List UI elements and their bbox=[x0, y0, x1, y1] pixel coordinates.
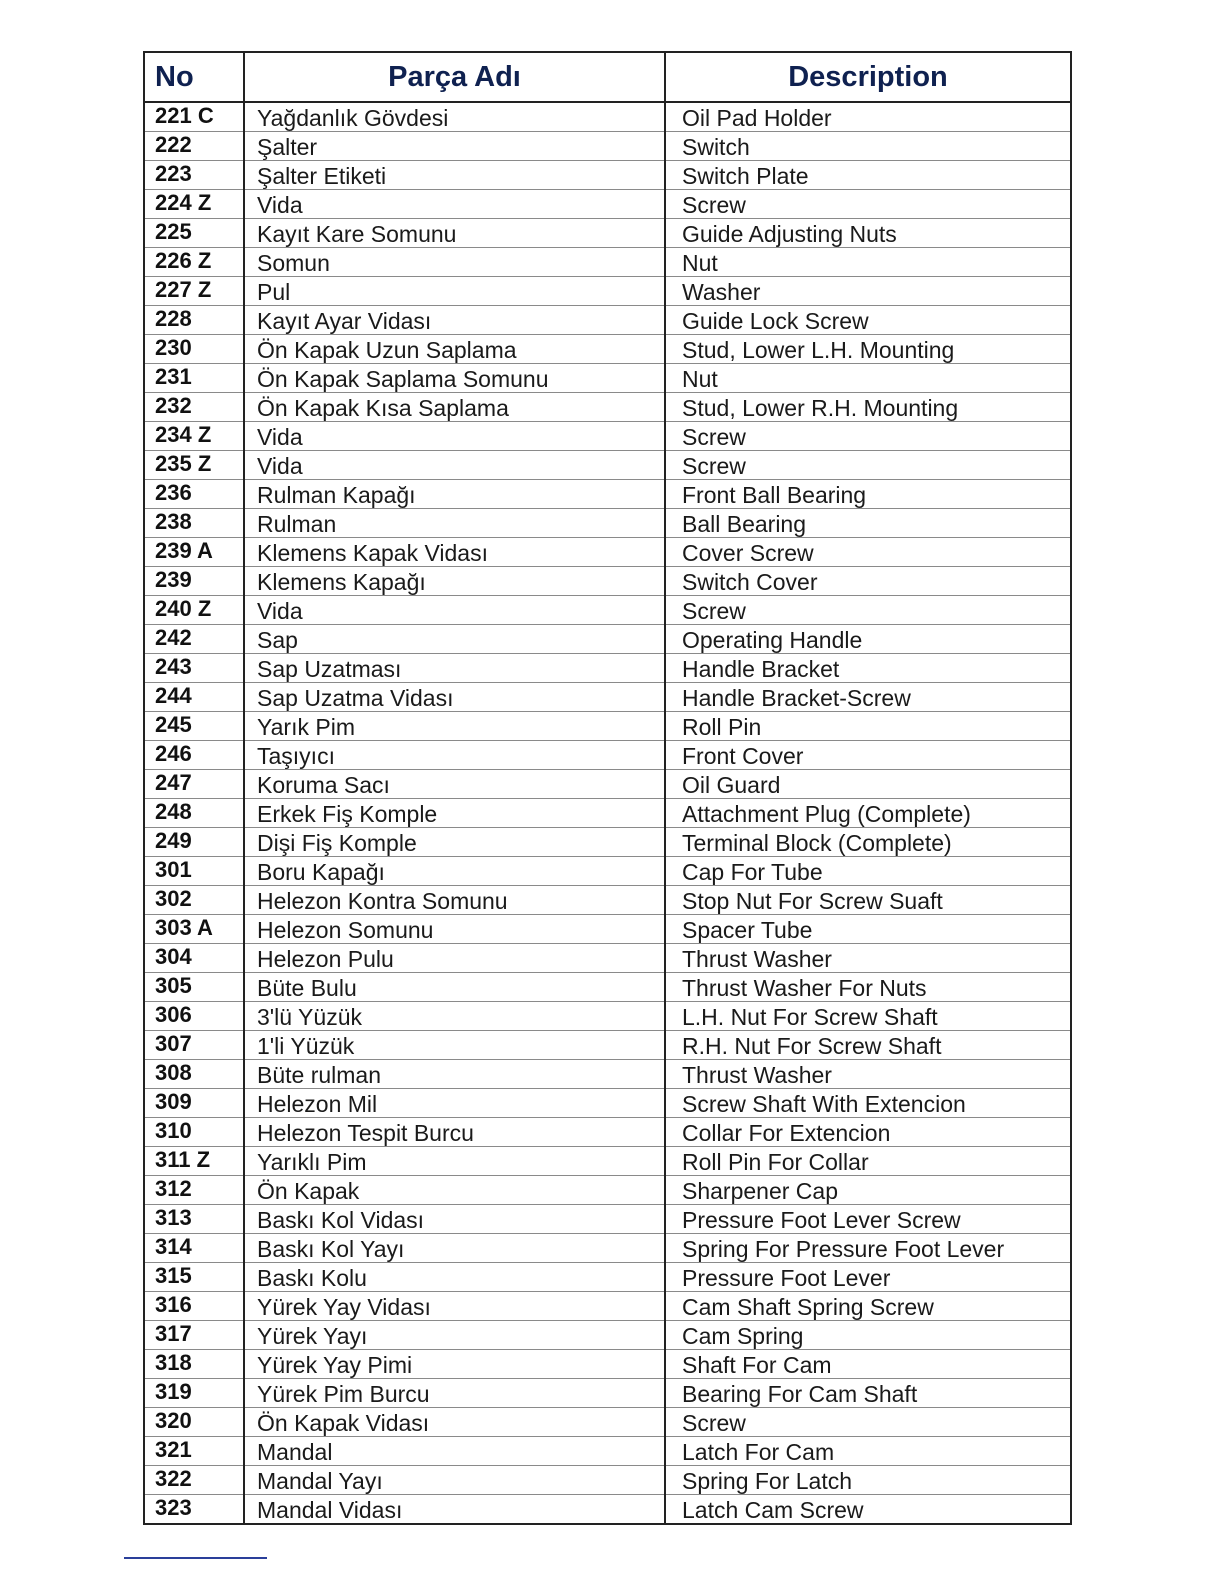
part-number-cell: 318 bbox=[144, 1350, 244, 1379]
part-number-cell: 316 bbox=[144, 1292, 244, 1321]
part-name-cell: Mandal Yayı bbox=[244, 1466, 665, 1495]
part-number-cell: 231 bbox=[144, 364, 244, 393]
header-no: No bbox=[144, 52, 244, 102]
part-number-cell: 242 bbox=[144, 625, 244, 654]
part-name-cell: Baskı Kol Vidası bbox=[244, 1205, 665, 1234]
description-cell: Switch Plate bbox=[665, 161, 1071, 190]
description-cell: Operating Handle bbox=[665, 625, 1071, 654]
part-name-cell: 3'lü Yüzük bbox=[244, 1002, 665, 1031]
description-cell: Screw bbox=[665, 422, 1071, 451]
part-number-cell: 225 bbox=[144, 219, 244, 248]
table-row bbox=[144, 1321, 1071, 1350]
description-cell: Thrust Washer bbox=[665, 944, 1071, 973]
part-name-cell: Yürek Yay Pimi bbox=[244, 1350, 665, 1379]
description-cell: Cam Spring bbox=[665, 1321, 1071, 1350]
part-number-cell: 221 C bbox=[144, 102, 244, 132]
description-cell: Stud, Lower R.H. Mounting bbox=[665, 393, 1071, 422]
part-number-cell: 315 bbox=[144, 1263, 244, 1292]
part-number-cell: 240 Z bbox=[144, 596, 244, 625]
table-row bbox=[144, 1379, 1071, 1408]
table-row bbox=[144, 973, 1071, 1002]
table-row bbox=[144, 1495, 1071, 1525]
part-name-cell: Ön Kapak bbox=[244, 1176, 665, 1205]
part-number-cell: 230 bbox=[144, 335, 244, 364]
description-cell: Screw bbox=[665, 596, 1071, 625]
parts-table-body bbox=[144, 102, 1071, 1524]
table-row bbox=[144, 1234, 1071, 1263]
description-cell: Nut bbox=[665, 364, 1071, 393]
part-number-cell: 236 bbox=[144, 480, 244, 509]
table-row bbox=[144, 422, 1071, 451]
table-row bbox=[144, 248, 1071, 277]
part-number-cell: 310 bbox=[144, 1118, 244, 1147]
part-name-cell: Yürek Pim Burcu bbox=[244, 1379, 665, 1408]
part-number-cell: 227 Z bbox=[144, 277, 244, 306]
description-cell: Front Cover bbox=[665, 741, 1071, 770]
part-name-cell: Baskı Kolu bbox=[244, 1263, 665, 1292]
part-name-cell: Somun bbox=[244, 248, 665, 277]
part-name-cell: Sap bbox=[244, 625, 665, 654]
description-cell: Thrust Washer For Nuts bbox=[665, 973, 1071, 1002]
part-number-cell: 321 bbox=[144, 1437, 244, 1466]
part-number-cell: 308 bbox=[144, 1060, 244, 1089]
table-row bbox=[144, 625, 1071, 654]
part-number-cell: 309 bbox=[144, 1089, 244, 1118]
part-name-cell: Ön Kapak Kısa Saplama bbox=[244, 393, 665, 422]
part-number-cell: 239 bbox=[144, 567, 244, 596]
table-row bbox=[144, 1002, 1071, 1031]
description-cell: Latch Cam Screw bbox=[665, 1495, 1071, 1525]
footer-rule bbox=[124, 1557, 267, 1559]
description-cell: Latch For Cam bbox=[665, 1437, 1071, 1466]
table-row bbox=[144, 741, 1071, 770]
part-number-cell: 302 bbox=[144, 886, 244, 915]
description-cell: Collar For Extencion bbox=[665, 1118, 1071, 1147]
part-name-cell: Vida bbox=[244, 451, 665, 480]
part-number-cell: 312 bbox=[144, 1176, 244, 1205]
part-name-cell: Helezon Pulu bbox=[244, 944, 665, 973]
part-name-cell: Büte Bulu bbox=[244, 973, 665, 1002]
part-number-cell: 248 bbox=[144, 799, 244, 828]
part-name-cell: Yürek Yay Vidası bbox=[244, 1292, 665, 1321]
table-row bbox=[144, 596, 1071, 625]
description-cell: L.H. Nut For Screw Shaft bbox=[665, 1002, 1071, 1031]
description-cell: Spring For Pressure Foot Lever bbox=[665, 1234, 1071, 1263]
part-number-cell: 224 Z bbox=[144, 190, 244, 219]
part-name-cell: Dişi Fiş Komple bbox=[244, 828, 665, 857]
table-row bbox=[144, 364, 1071, 393]
part-name-cell: Ön Kapak Vidası bbox=[244, 1408, 665, 1437]
part-name-cell: Yağdanlık Gövdesi bbox=[244, 102, 665, 132]
table-row bbox=[144, 538, 1071, 567]
part-number-cell: 234 Z bbox=[144, 422, 244, 451]
description-cell: Cap For Tube bbox=[665, 857, 1071, 886]
part-name-cell: Rulman Kapağı bbox=[244, 480, 665, 509]
description-cell: Sharpener Cap bbox=[665, 1176, 1071, 1205]
description-cell: Roll Pin For Collar bbox=[665, 1147, 1071, 1176]
part-number-cell: 323 bbox=[144, 1495, 244, 1525]
description-cell: Cover Screw bbox=[665, 538, 1071, 567]
part-name-cell: Vida bbox=[244, 422, 665, 451]
part-number-cell: 228 bbox=[144, 306, 244, 335]
part-name-cell: Şalter bbox=[244, 132, 665, 161]
part-number-cell: 232 bbox=[144, 393, 244, 422]
description-cell: Spring For Latch bbox=[665, 1466, 1071, 1495]
description-cell: Terminal Block (Complete) bbox=[665, 828, 1071, 857]
part-name-cell: Taşıyıcı bbox=[244, 741, 665, 770]
header-row bbox=[144, 52, 1071, 102]
table-row bbox=[144, 190, 1071, 219]
table-row bbox=[144, 712, 1071, 741]
description-cell: Front Ball Bearing bbox=[665, 480, 1071, 509]
header-part-name: Parça Adı bbox=[244, 52, 665, 102]
part-number-cell: 317 bbox=[144, 1321, 244, 1350]
description-cell: Screw bbox=[665, 1408, 1071, 1437]
part-number-cell: 222 bbox=[144, 132, 244, 161]
part-name-cell: Helezon Tespit Burcu bbox=[244, 1118, 665, 1147]
description-cell: Pressure Foot Lever bbox=[665, 1263, 1071, 1292]
part-name-cell: Vida bbox=[244, 190, 665, 219]
part-name-cell: Pul bbox=[244, 277, 665, 306]
table-row bbox=[144, 567, 1071, 596]
part-number-cell: 313 bbox=[144, 1205, 244, 1234]
part-name-cell: Helezon Mil bbox=[244, 1089, 665, 1118]
part-number-cell: 247 bbox=[144, 770, 244, 799]
description-cell: Attachment Plug (Complete) bbox=[665, 799, 1071, 828]
description-cell: Pressure Foot Lever Screw bbox=[665, 1205, 1071, 1234]
table-row bbox=[144, 1118, 1071, 1147]
part-name-cell: Helezon Kontra Somunu bbox=[244, 886, 665, 915]
description-cell: Roll Pin bbox=[665, 712, 1071, 741]
part-number-cell: 301 bbox=[144, 857, 244, 886]
part-number-cell: 238 bbox=[144, 509, 244, 538]
table-row bbox=[144, 1060, 1071, 1089]
part-number-cell: 239 A bbox=[144, 538, 244, 567]
description-cell: Guide Lock Screw bbox=[665, 306, 1071, 335]
part-name-cell: Sap Uzatması bbox=[244, 654, 665, 683]
table-row bbox=[144, 683, 1071, 712]
part-number-cell: 307 bbox=[144, 1031, 244, 1060]
description-cell: Screw Shaft With Extencion bbox=[665, 1089, 1071, 1118]
table-row bbox=[144, 1350, 1071, 1379]
part-number-cell: 306 bbox=[144, 1002, 244, 1031]
table-row bbox=[144, 219, 1071, 248]
part-number-cell: 245 bbox=[144, 712, 244, 741]
description-cell: Switch Cover bbox=[665, 567, 1071, 596]
part-number-cell: 314 bbox=[144, 1234, 244, 1263]
description-cell: Spacer Tube bbox=[665, 915, 1071, 944]
table-row bbox=[144, 161, 1071, 190]
part-name-cell: Rulman bbox=[244, 509, 665, 538]
table-row bbox=[144, 1466, 1071, 1495]
description-cell: Handle Bracket bbox=[665, 654, 1071, 683]
part-name-cell: Kayıt Ayar Vidası bbox=[244, 306, 665, 335]
part-name-cell: Koruma Sacı bbox=[244, 770, 665, 799]
description-cell: Washer bbox=[665, 277, 1071, 306]
table-row bbox=[144, 915, 1071, 944]
table-row bbox=[144, 828, 1071, 857]
part-number-cell: 223 bbox=[144, 161, 244, 190]
description-cell: Bearing For Cam Shaft bbox=[665, 1379, 1071, 1408]
part-name-cell: Ön Kapak Uzun Saplama bbox=[244, 335, 665, 364]
part-number-cell: 322 bbox=[144, 1466, 244, 1495]
part-number-cell: 226 Z bbox=[144, 248, 244, 277]
part-name-cell: Yarıklı Pim bbox=[244, 1147, 665, 1176]
table-row bbox=[144, 1408, 1071, 1437]
header-description: Description bbox=[665, 52, 1071, 102]
part-number-cell: 304 bbox=[144, 944, 244, 973]
table-row bbox=[144, 654, 1071, 683]
description-cell: Screw bbox=[665, 451, 1071, 480]
part-name-cell: Vida bbox=[244, 596, 665, 625]
part-name-cell: Yürek Yayı bbox=[244, 1321, 665, 1350]
table-row bbox=[144, 335, 1071, 364]
table-row bbox=[144, 480, 1071, 509]
part-number-cell: 244 bbox=[144, 683, 244, 712]
table-row bbox=[144, 770, 1071, 799]
part-name-cell: Boru Kapağı bbox=[244, 857, 665, 886]
part-name-cell: Baskı Kol Yayı bbox=[244, 1234, 665, 1263]
description-cell: Shaft For Cam bbox=[665, 1350, 1071, 1379]
part-number-cell: 320 bbox=[144, 1408, 244, 1437]
part-number-cell: 311 Z bbox=[144, 1147, 244, 1176]
table-row bbox=[144, 886, 1071, 915]
description-cell: Switch bbox=[665, 132, 1071, 161]
description-cell: Oil Pad Holder bbox=[665, 102, 1071, 132]
description-cell: Oil Guard bbox=[665, 770, 1071, 799]
table-row bbox=[144, 857, 1071, 886]
table-row bbox=[144, 306, 1071, 335]
part-number-cell: 235 Z bbox=[144, 451, 244, 480]
description-cell: Cam Shaft Spring Screw bbox=[665, 1292, 1071, 1321]
table-row bbox=[144, 1437, 1071, 1466]
part-name-cell: Klemens Kapağı bbox=[244, 567, 665, 596]
table-row bbox=[144, 1292, 1071, 1321]
part-number-cell: 319 bbox=[144, 1379, 244, 1408]
description-cell: Thrust Washer bbox=[665, 1060, 1071, 1089]
table-row bbox=[144, 1147, 1071, 1176]
parts-table bbox=[143, 51, 1072, 1525]
part-name-cell: 1'li Yüzük bbox=[244, 1031, 665, 1060]
table-row bbox=[144, 393, 1071, 422]
table-row bbox=[144, 277, 1071, 306]
table-row bbox=[144, 944, 1071, 973]
part-name-cell: Şalter Etiketi bbox=[244, 161, 665, 190]
description-cell: Stop Nut For Screw Suaft bbox=[665, 886, 1071, 915]
part-number-cell: 246 bbox=[144, 741, 244, 770]
description-cell: Screw bbox=[665, 190, 1071, 219]
description-cell: R.H. Nut For Screw Shaft bbox=[665, 1031, 1071, 1060]
part-number-cell: 243 bbox=[144, 654, 244, 683]
description-cell: Ball Bearing bbox=[665, 509, 1071, 538]
table-row bbox=[144, 1031, 1071, 1060]
part-name-cell: Mandal Vidası bbox=[244, 1495, 665, 1525]
part-name-cell: Mandal bbox=[244, 1437, 665, 1466]
table-row bbox=[144, 1205, 1071, 1234]
part-name-cell: Yarık Pim bbox=[244, 712, 665, 741]
table-row bbox=[144, 799, 1071, 828]
parts-table-header bbox=[144, 52, 1071, 102]
table-row bbox=[144, 509, 1071, 538]
description-cell: Handle Bracket-Screw bbox=[665, 683, 1071, 712]
table-row bbox=[144, 1263, 1071, 1292]
part-number-cell: 249 bbox=[144, 828, 244, 857]
description-cell: Stud, Lower L.H. Mounting bbox=[665, 335, 1071, 364]
part-name-cell: Kayıt Kare Somunu bbox=[244, 219, 665, 248]
table-row bbox=[144, 102, 1071, 132]
table-row bbox=[144, 132, 1071, 161]
part-number-cell: 305 bbox=[144, 973, 244, 1002]
part-name-cell: Klemens Kapak Vidası bbox=[244, 538, 665, 567]
description-cell: Nut bbox=[665, 248, 1071, 277]
part-name-cell: Ön Kapak Saplama Somunu bbox=[244, 364, 665, 393]
part-number-cell: 303 A bbox=[144, 915, 244, 944]
part-name-cell: Büte rulman bbox=[244, 1060, 665, 1089]
table-row bbox=[144, 1176, 1071, 1205]
part-name-cell: Sap Uzatma Vidası bbox=[244, 683, 665, 712]
table-row bbox=[144, 1089, 1071, 1118]
table-row bbox=[144, 451, 1071, 480]
description-cell: Guide Adjusting Nuts bbox=[665, 219, 1071, 248]
part-name-cell: Helezon Somunu bbox=[244, 915, 665, 944]
part-name-cell: Erkek Fiş Komple bbox=[244, 799, 665, 828]
